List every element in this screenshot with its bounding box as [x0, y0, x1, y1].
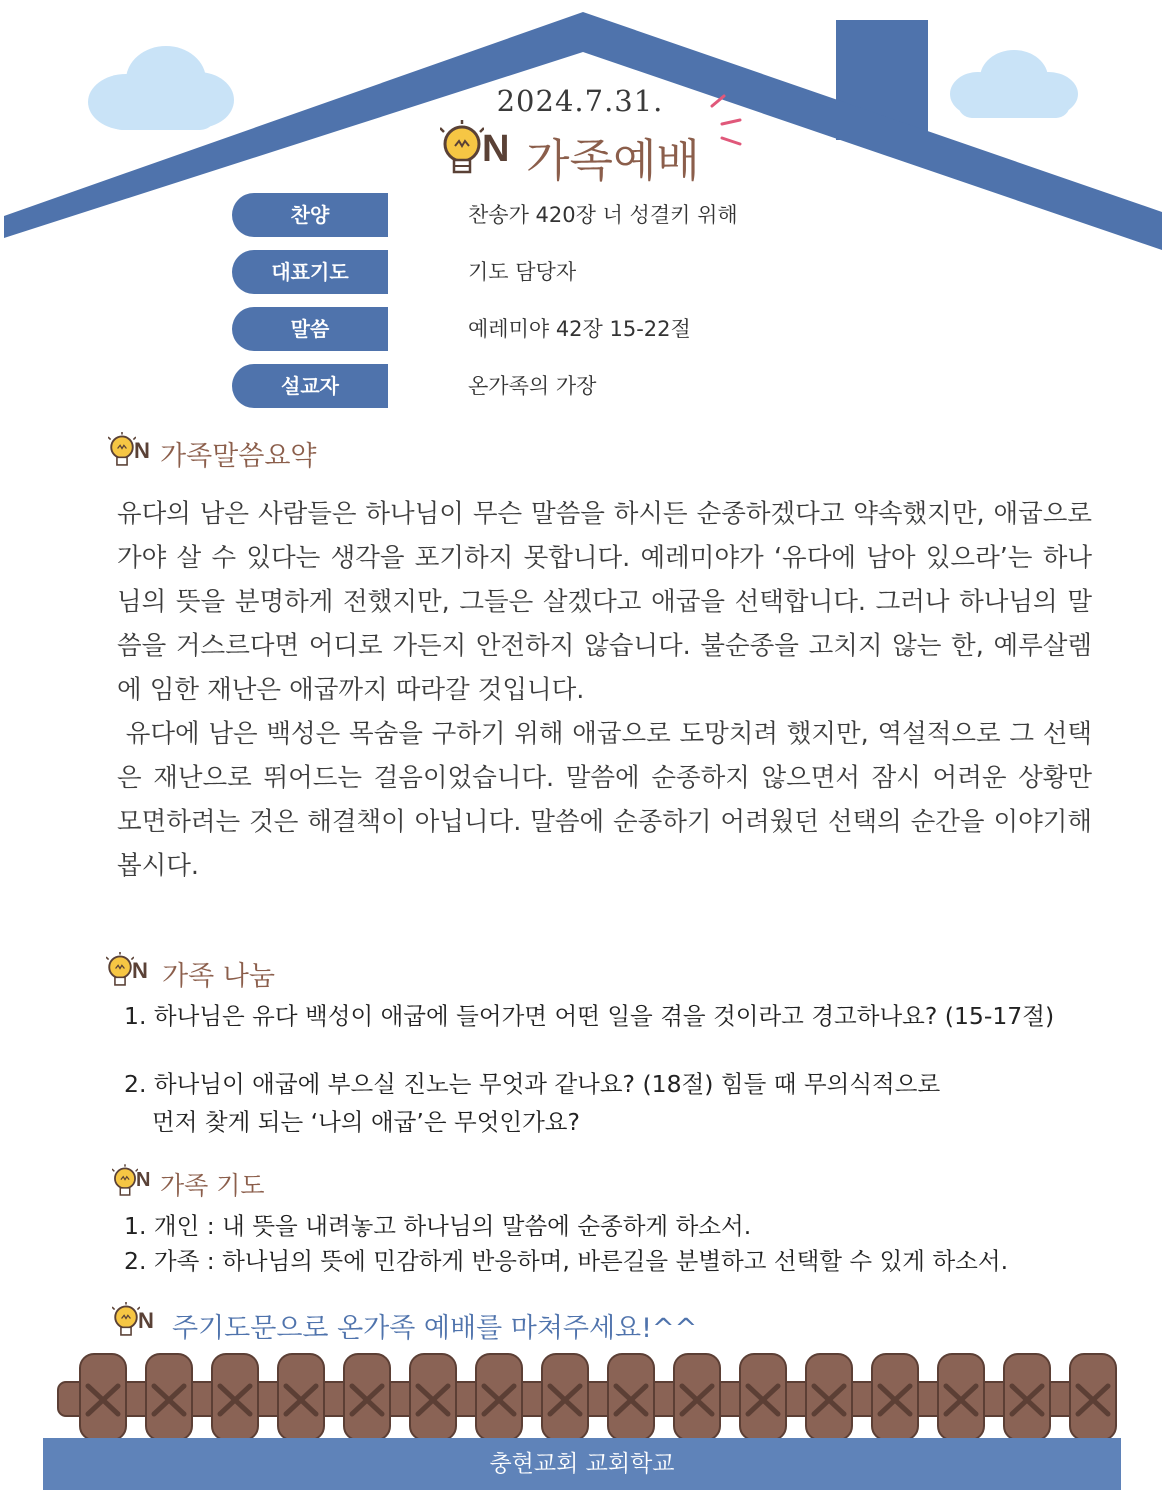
icon-n-letter: N: [136, 1169, 151, 1191]
prayer-item-1: 1. 개인 : 내 뜻을 내려놓고 하나님의 말씀에 순종하게 하소서.: [124, 1212, 752, 1240]
title-n-letter: N: [482, 128, 510, 170]
prayer-item-2: 2. 가족 : 하나님의 뜻에 민감하게 반응하며, 바른길을 분별하고 선택할 수 있게 하소서.: [124, 1247, 1009, 1275]
order-label: 대표기도: [232, 250, 388, 294]
sharing-question-2-cont: 먼저 찾게 되는 ‘나의 애굽’은 무엇인가요?: [152, 1108, 580, 1136]
section-title: 가족 기도: [160, 1171, 265, 1200]
summary-paragraph: 유다의 남은 사람들은 하나님이 무슨 말씀을 하시든 순종하겠다고 약속했지만, 애굽으로 가야 살 수 있다는 생각을 포기하지 못합니다. 예레미야가 ‘유다에 남아 있으라’는 하나님의 뜻을 분명하게 전했지만, 그들은 살겠다고 애굽을 선택합니다. 그러나 하나님의 말씀을 거스르다면 어디로 가든지 안전하지 않습니다. 불순종을 고치지 않는 한, 예루살렘에 임한 재난은 애굽까지 따라갈 것입니다.: [117, 499, 1092, 705]
order-value: 예레미야 42장 15-22절: [468, 317, 691, 341]
lightbulb-icon: [440, 120, 484, 180]
icon-n-letter: N: [138, 1308, 154, 1333]
worship-date: 2024.7.31.: [496, 84, 664, 118]
order-value: 기도 담당자: [468, 260, 577, 284]
summary-text: [117, 492, 1101, 888]
sharing-question-2: 2. 하나님이 애굽에 부으실 진노는 무엇과 같나요? (18절) 힘들 때 무의식적으로: [124, 1070, 941, 1098]
title-text: 가족예배: [526, 134, 700, 187]
lightbulb-icon: [108, 432, 136, 470]
sharing-question-1: 1. 하나님은 유다 백성이 애굽에 들어가면 어떤 일을 겪을 것이라고 경고하나요? (15-17절): [124, 1002, 1055, 1030]
order-label: 설교자: [232, 364, 388, 408]
order-value: 온가족의 가장: [468, 374, 597, 398]
section-title: 가족말씀요약: [160, 441, 317, 472]
order-value: 찬송가 420장 너 성결키 위해: [468, 203, 738, 227]
lightbulb-icon: [112, 1302, 140, 1340]
footer-church-name: 충현교회 교회학교: [43, 1438, 1121, 1490]
spark-lines: [702, 92, 752, 162]
section-title: 가족 나눔: [162, 961, 275, 992]
icon-n-letter: N: [132, 958, 148, 983]
order-label: 말씀: [232, 307, 388, 351]
order-label: 찬양: [232, 193, 388, 237]
closing-message: 주기도문으로 온가족 예배를 마쳐주세요!^^: [172, 1313, 698, 1344]
cloud-right: [948, 48, 1080, 120]
lightbulb-icon: [106, 952, 134, 990]
lightbulb-icon: [112, 1164, 138, 1200]
cloud-left: [86, 42, 236, 132]
fence-illustration: [0, 1350, 1166, 1442]
summary-paragraph: 유다에 남은 백성은 목숨을 구하기 위해 애굽으로 도망치려 했지만, 역설적으로 그 선택은 재난으로 뛰어드는 걸음이었습니다. 말씀에 순종하지 않으면서 잠시 어려운 상황만 모면하려는 것은 해결책이 아닙니다. 말씀에 순종하기 어려웠던 선택의 순간을 이야기해봅시다.: [117, 719, 1101, 881]
icon-n-letter: N: [134, 438, 150, 463]
